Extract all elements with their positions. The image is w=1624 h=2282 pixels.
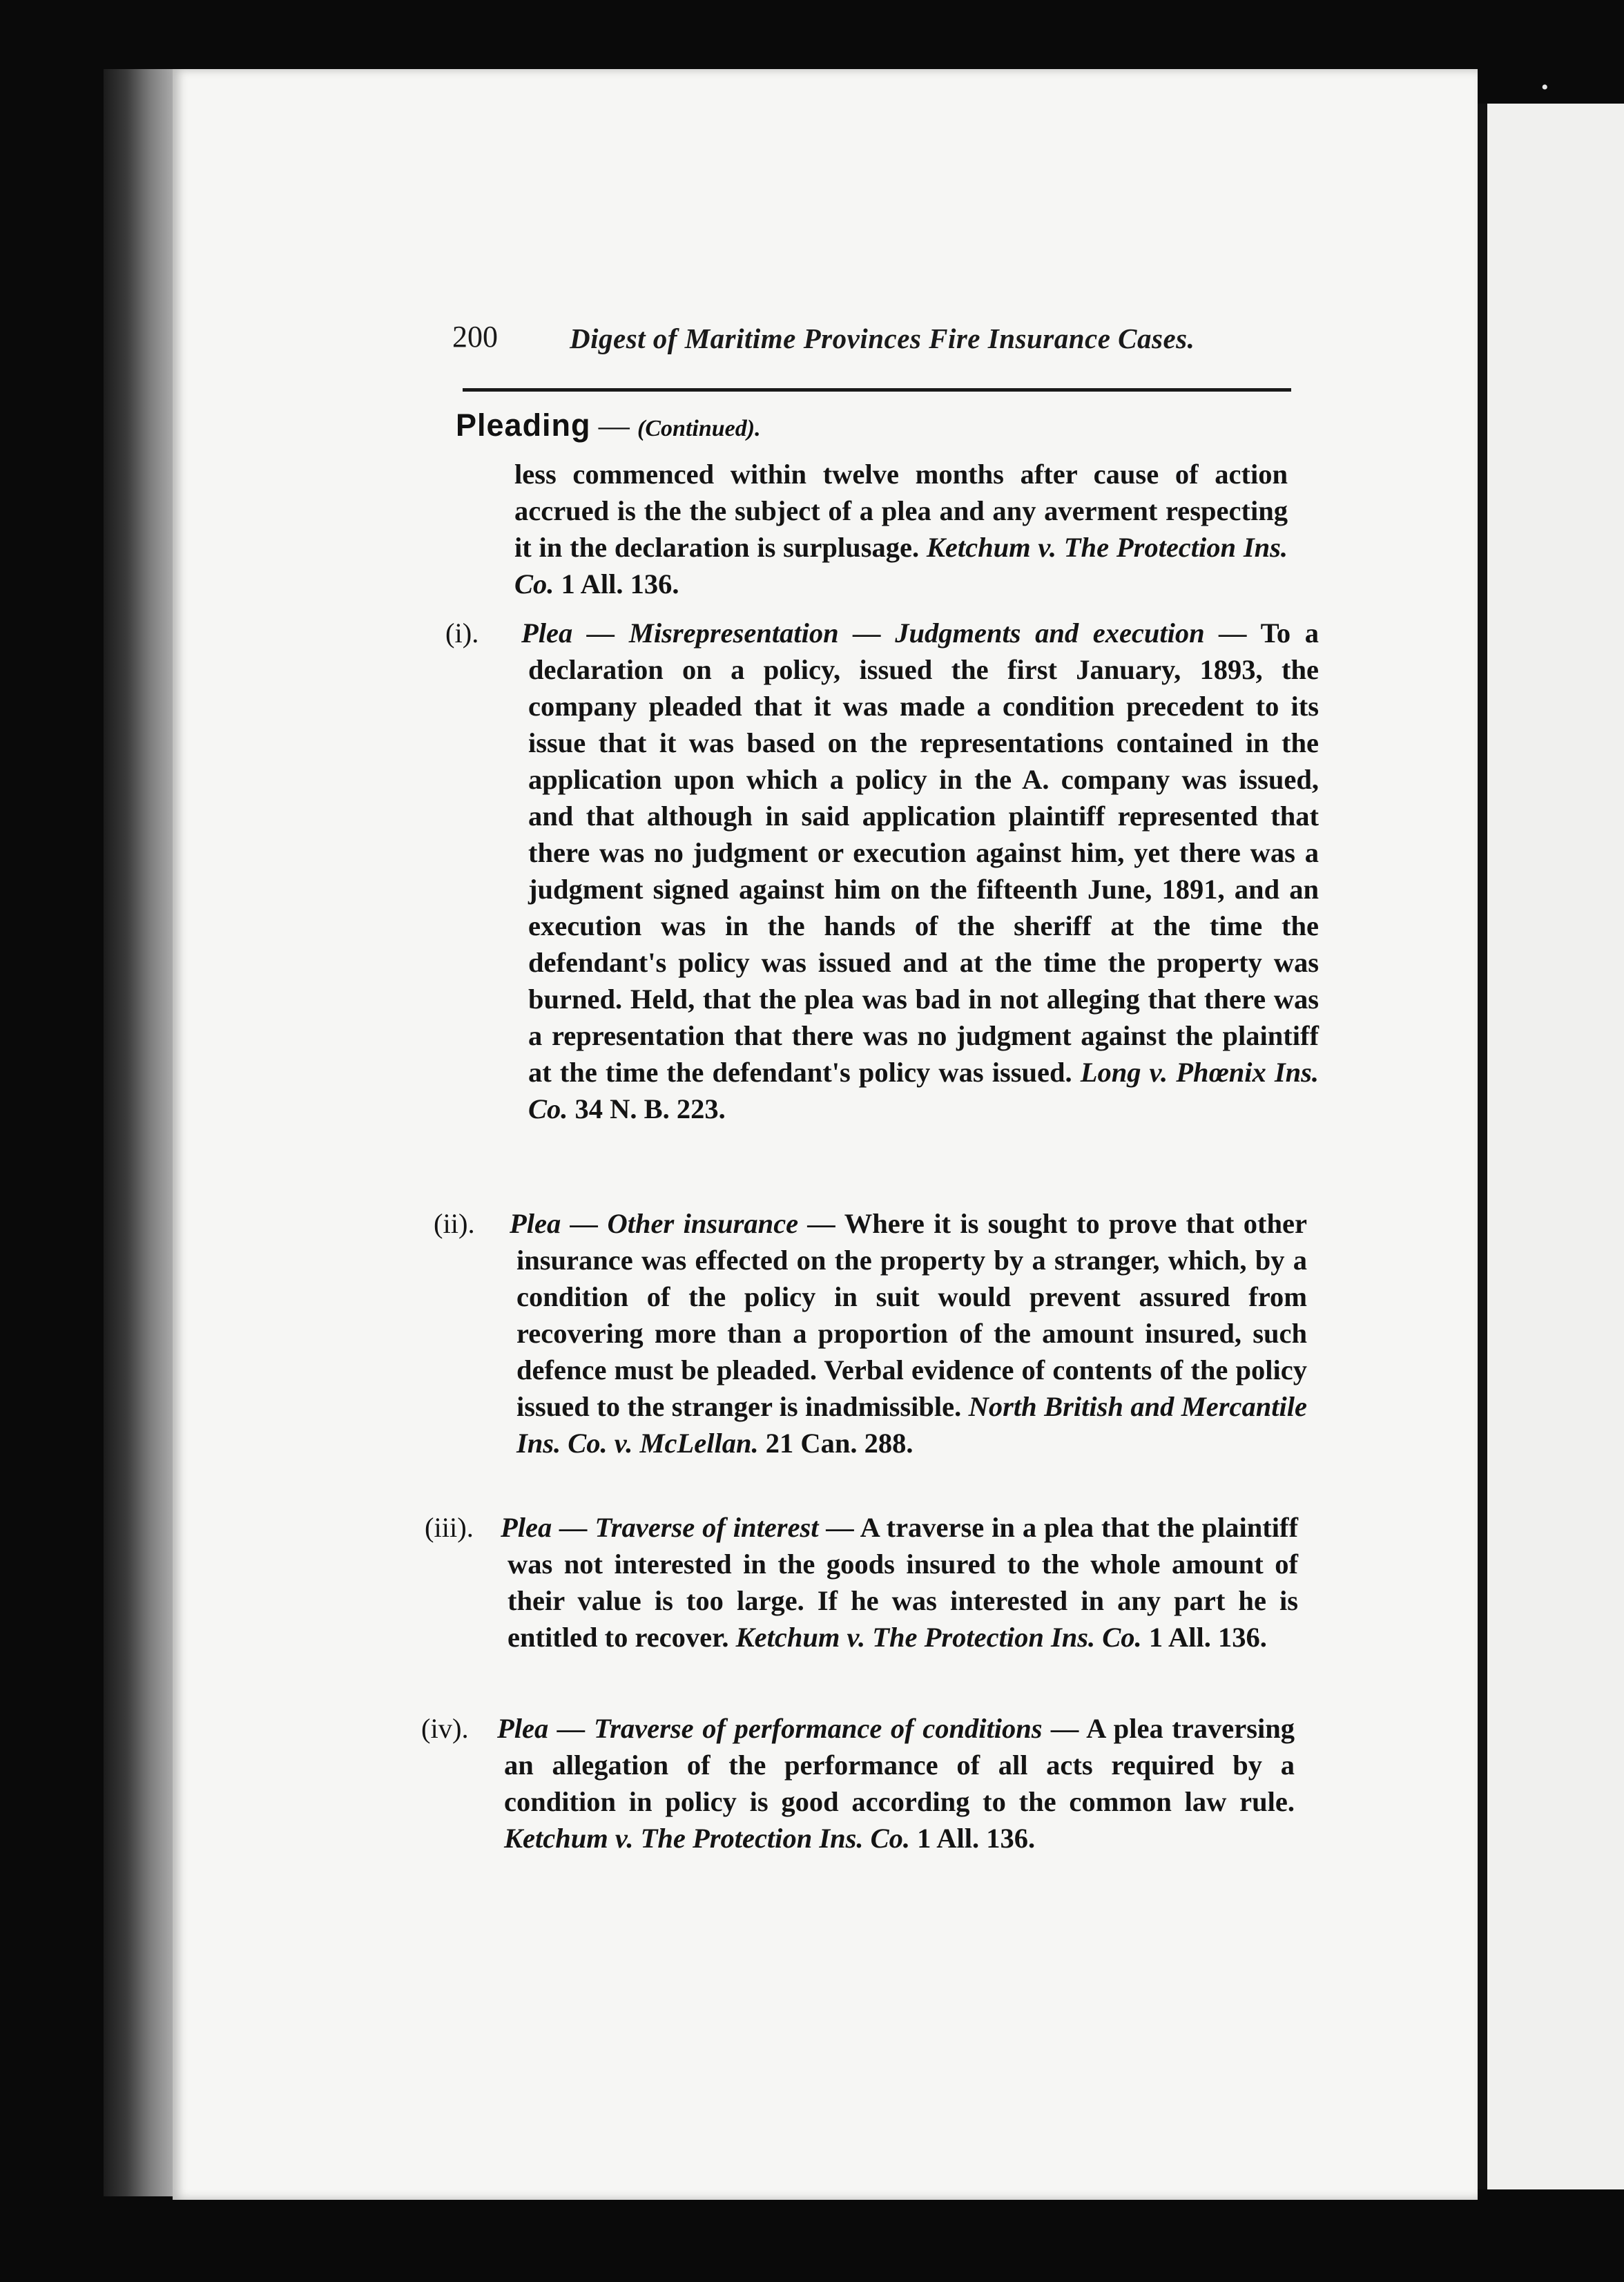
section-heading-dash: — [590,408,638,443]
entry-text: A plea traversing an allegation of the performance of all acts required by a condition in policy is good according to the common law rule. [504,1713,1295,1817]
entry-text: To a declaration on a policy, issued the first January, 1893, the company pleaded that it was made a condition precedent to its issue that it was based on the representations contained in the application upon which a policy in the A. company was issued, and that although in said application plaintiff represented that there was no judgment or execution against him, yet there was a judgment signed against him on the fifteenth June, 1891, and an execution was in the hands of the sheriff at the time the defendant's policy was issued and at the time the property was burned. Held, that the plea was bad in not alleging that there was a representation that there was no judgment against the plaintiff at the time the defendant's policy was issued. [528,617,1319,1088]
entry-topic: Plea — Misrepresentation — Judgments and execution — [521,617,1247,649]
section-heading [456,408,761,443]
page-number: 200 [452,320,498,354]
entry-label: (iv). [421,1713,469,1744]
entry-case-name: North British and Mercantile Ins. Co. v. McLellan. [516,1391,1308,1459]
facing-page-edge [1478,104,1624,2189]
entry-label: (i). [445,617,479,649]
continuation-paragraph [514,456,1288,602]
running-title: Digest of Maritime Provinces Fire Insurance Cases. [570,323,1195,354]
entry-case-name: Ketchum v. The Protection Ins. Co. [504,1823,911,1854]
entry-citation: 1 All. 136. [1148,1622,1267,1653]
scan-mark: • [1541,76,1549,99]
section-heading-word: Pleading [456,408,591,443]
entry-label: (iii). [425,1512,474,1543]
entry-ii [434,1205,1307,1461]
page-binding-edge [104,69,180,2196]
entry-citation: 21 Can. 288. [765,1428,914,1459]
header-rule [463,388,1291,392]
entry-text: Where it is sought to prove that other insurance was effected on the property by a stranger, which, by a condition of the policy in suit would prevent assured from recovering more than a proportion of the amount insured, such defence must be pleaded. Verbal evidence of contents of the policy issued to the stranger is inadmissible. [516,1208,1308,1422]
continuation-text: less commenced within twelve months after cause of action accrued is the the subject of a plea and any averment respecting it in the declaration is surplusage. [514,459,1288,563]
entry-i [445,615,1319,1127]
entry-case-name: Long v. Phœnix Ins. Co. [528,1057,1320,1124]
continuation-case-name: Ketchum v. The Protection Ins. Co. [514,532,1288,600]
entry-label: (ii). [434,1208,475,1239]
running-head [452,319,1291,374]
section-continued-label: (Continued). [637,416,761,441]
entry-citation: 1 All. 136. [917,1823,1036,1854]
continuation-citation: 1 All. 136. [561,568,679,600]
entry-iv [421,1710,1295,1857]
entry-topic: Plea — Traverse of performance of conditions — [497,1713,1079,1744]
entry-iii [425,1509,1298,1656]
entry-case-name: Ketchum v. The Protection Ins. Co. [735,1622,1142,1653]
entry-text: A traverse in a plea that the plaintiff was not interested in the goods insured to the whole amount of their value is too large. If he was interested in any part he is entitled to recover. [508,1512,1299,1653]
entry-citation: 34 N. B. 223. [574,1093,726,1124]
entry-topic: Plea — Traverse of interest — [501,1512,854,1543]
entry-topic: Plea — Other insurance — [510,1208,836,1239]
